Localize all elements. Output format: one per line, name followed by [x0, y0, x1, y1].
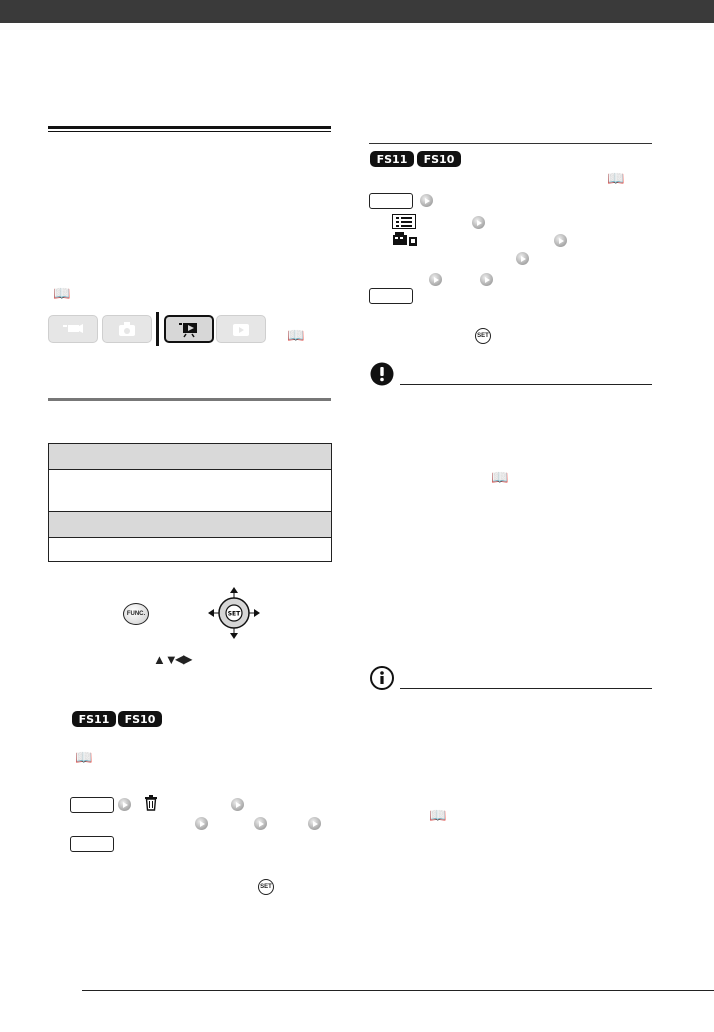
- mode-separator: [156, 312, 159, 346]
- tab-movie-recording: [48, 315, 98, 343]
- set-label: SET: [477, 333, 489, 339]
- table-header-row: [49, 444, 331, 469]
- photo-camera-icon: [117, 321, 137, 337]
- next-step-arrow-icon: [554, 234, 567, 247]
- list-menu-icon: [392, 214, 416, 229]
- book-reference-icon: 📖: [287, 328, 305, 344]
- set-button-icon: [258, 879, 274, 895]
- func-button-icon: [123, 603, 149, 625]
- svg-text:SET: SET: [227, 610, 241, 618]
- section-title-rule: [48, 126, 331, 129]
- tab-movie-playback: [164, 315, 214, 343]
- badge-label: FS10: [423, 152, 455, 166]
- important-section-header: [370, 362, 652, 386]
- badge-label: FS10: [124, 712, 156, 726]
- table-header-row: [49, 512, 331, 537]
- left-right-arrows: ◀▶: [175, 652, 192, 666]
- page-header-bar: [0, 0, 714, 23]
- options-table: [48, 443, 332, 562]
- joystick-icon: [207, 586, 261, 640]
- operating-mode-tabs: [48, 315, 268, 343]
- model-badge-fs10: [118, 711, 162, 727]
- func-menu-button-box: [369, 288, 413, 304]
- model-badge-fs10: [417, 151, 461, 167]
- book-reference-icon: 📖: [75, 750, 93, 766]
- next-step-arrow-icon: [118, 798, 131, 811]
- next-step-arrow-icon: [472, 216, 485, 229]
- right-section-rule: [369, 143, 652, 144]
- func-button-label: FUNC.: [126, 611, 146, 617]
- badge-label: FS11: [376, 152, 408, 166]
- movie-camera-icon: [62, 321, 84, 337]
- info-note-icon: [370, 666, 394, 690]
- book-reference-icon: 📖: [607, 171, 625, 187]
- model-badge-fs11: [72, 711, 116, 727]
- section-title-rule-thin: [48, 131, 331, 132]
- next-step-arrow-icon: [480, 273, 493, 286]
- next-step-arrow-icon: [308, 817, 321, 830]
- info-section-rule: [400, 688, 652, 689]
- scene-icon: [392, 232, 418, 248]
- page-footer-rule: [82, 990, 714, 991]
- important-notice-icon: [370, 362, 394, 386]
- next-step-arrow-icon: [254, 817, 267, 830]
- photo-playback-icon: [231, 321, 251, 337]
- model-badge-fs11: [370, 151, 414, 167]
- table-divider: [49, 469, 331, 470]
- book-reference-icon: 📖: [429, 808, 447, 824]
- book-reference-icon: 📖: [53, 286, 71, 302]
- book-reference-icon: 📖: [491, 470, 509, 486]
- func-menu-button-box: [369, 193, 413, 209]
- next-step-arrow-icon: [231, 798, 244, 811]
- up-down-arrows: ▲▼: [153, 652, 177, 667]
- func-menu-button-box: [70, 797, 114, 813]
- tab-photo-playback: [216, 315, 266, 343]
- next-step-arrow-icon: [516, 252, 529, 265]
- set-label: SET: [260, 884, 272, 890]
- badge-label: FS11: [78, 712, 110, 726]
- info-section-header: [370, 666, 652, 690]
- set-button-icon: [475, 328, 491, 344]
- next-step-arrow-icon: [420, 194, 433, 207]
- next-step-arrow-icon: [195, 817, 208, 830]
- subsection-rule: [48, 398, 331, 401]
- func-menu-button-box: [70, 836, 114, 852]
- movie-playback-icon: [178, 320, 200, 338]
- table-divider: [49, 537, 331, 538]
- trash-icon: [144, 795, 158, 811]
- next-step-arrow-icon: [429, 273, 442, 286]
- important-section-rule: [400, 384, 652, 385]
- tab-photo-recording: [102, 315, 152, 343]
